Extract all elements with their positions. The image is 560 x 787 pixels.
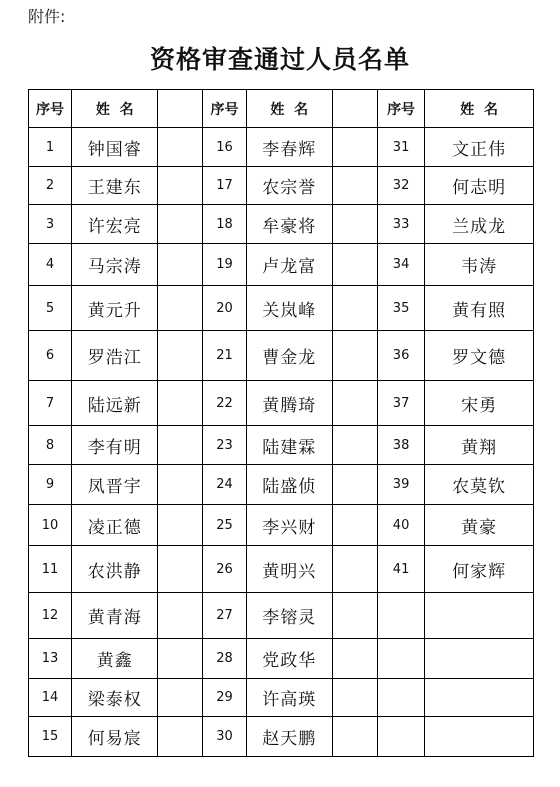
gap-cell — [158, 90, 203, 128]
person-name: 马宗涛 — [72, 244, 158, 286]
row-number: 17 — [203, 167, 246, 205]
person-name: 凌正德 — [72, 505, 158, 546]
gap-cell — [158, 244, 203, 286]
row-number: 2 — [29, 167, 72, 205]
person-name: 陆盛侦 — [246, 465, 332, 505]
row-number: 8 — [29, 426, 72, 465]
person-name: 凤晋宇 — [72, 465, 158, 505]
gap-cell — [158, 167, 203, 205]
table-row — [29, 286, 534, 331]
person-name: 王建东 — [72, 167, 158, 205]
person-name: 许宏亮 — [72, 205, 158, 244]
row-number: 15 — [29, 717, 72, 757]
row-number: 21 — [203, 331, 246, 381]
row-number: 33 — [377, 205, 424, 244]
table-row — [29, 205, 534, 244]
row-number: 30 — [203, 717, 246, 757]
person-name: 宋勇 — [425, 381, 534, 426]
gap-cell — [332, 593, 377, 639]
row-number: 26 — [203, 546, 246, 593]
person-name: 黄青海 — [72, 593, 158, 639]
table-row — [29, 381, 534, 426]
row-number: 14 — [29, 679, 72, 717]
header-name: 姓 名 — [246, 90, 332, 128]
gap-cell — [332, 331, 377, 381]
person-name: 黄有照 — [425, 286, 534, 331]
table-row — [29, 679, 534, 717]
gap-cell — [332, 286, 377, 331]
person-name: 黄腾琦 — [246, 381, 332, 426]
gap-cell — [158, 465, 203, 505]
gap-cell — [158, 426, 203, 465]
person-name: 牟豪将 — [246, 205, 332, 244]
row-number: 27 — [203, 593, 246, 639]
table-row — [29, 426, 534, 465]
row-number: 32 — [377, 167, 424, 205]
person-name: 黄翔 — [425, 426, 534, 465]
roster-table — [28, 89, 534, 757]
table-row — [29, 546, 534, 593]
row-number: 38 — [377, 426, 424, 465]
row-number: 3 — [29, 205, 72, 244]
person-name — [425, 593, 534, 639]
row-number: 28 — [203, 639, 246, 679]
document-title: 资格审查通过人员名单 — [149, 45, 410, 74]
person-name: 钟国睿 — [72, 128, 158, 167]
roster-body — [29, 90, 534, 757]
person-name: 李春辉 — [246, 128, 332, 167]
person-name: 赵天鹏 — [246, 717, 332, 757]
person-name: 黄元升 — [72, 286, 158, 331]
gap-cell — [158, 331, 203, 381]
gap-cell — [332, 244, 377, 286]
gap-cell — [158, 639, 203, 679]
person-name: 文正伟 — [425, 128, 534, 167]
person-name: 卢龙富 — [246, 244, 332, 286]
gap-cell — [158, 505, 203, 546]
person-name — [425, 679, 534, 717]
person-name: 农宗誉 — [246, 167, 332, 205]
person-name: 罗文德 — [425, 331, 534, 381]
person-name: 关岚峰 — [246, 286, 332, 331]
header-name: 姓 名 — [425, 90, 534, 128]
gap-cell — [158, 286, 203, 331]
row-number: 9 — [29, 465, 72, 505]
header-number: 序号 — [377, 90, 424, 128]
row-number — [377, 639, 424, 679]
person-name: 陆远新 — [72, 381, 158, 426]
table-row — [29, 331, 534, 381]
row-number: 24 — [203, 465, 246, 505]
person-name: 曹金龙 — [246, 331, 332, 381]
row-number: 25 — [203, 505, 246, 546]
header-number: 序号 — [203, 90, 246, 128]
row-number — [377, 593, 424, 639]
gap-cell — [332, 128, 377, 167]
table-row — [29, 244, 534, 286]
gap-cell — [332, 426, 377, 465]
person-name: 韦涛 — [425, 244, 534, 286]
gap-cell — [158, 381, 203, 426]
person-name: 党政华 — [246, 639, 332, 679]
row-number: 36 — [377, 331, 424, 381]
gap-cell — [332, 167, 377, 205]
person-name: 何易宸 — [72, 717, 158, 757]
row-number — [377, 679, 424, 717]
row-number: 31 — [377, 128, 424, 167]
person-name: 黄豪 — [425, 505, 534, 546]
person-name: 何家辉 — [425, 546, 534, 593]
person-name: 梁泰权 — [72, 679, 158, 717]
person-name: 李兴财 — [246, 505, 332, 546]
table-row — [29, 465, 534, 505]
gap-cell — [332, 381, 377, 426]
row-number: 40 — [377, 505, 424, 546]
person-name — [425, 717, 534, 757]
table-row — [29, 717, 534, 757]
gap-cell — [332, 639, 377, 679]
header-name: 姓 名 — [72, 90, 158, 128]
row-number: 35 — [377, 286, 424, 331]
person-name: 农洪静 — [72, 546, 158, 593]
row-number: 20 — [203, 286, 246, 331]
row-number: 4 — [29, 244, 72, 286]
row-number — [377, 717, 424, 757]
row-number: 16 — [203, 128, 246, 167]
row-number: 18 — [203, 205, 246, 244]
gap-cell — [158, 593, 203, 639]
person-name: 兰成龙 — [425, 205, 534, 244]
gap-cell — [332, 205, 377, 244]
row-number: 39 — [377, 465, 424, 505]
row-number: 29 — [203, 679, 246, 717]
row-number: 5 — [29, 286, 72, 331]
table-row — [29, 167, 534, 205]
gap-cell — [332, 717, 377, 757]
person-name: 黄鑫 — [72, 639, 158, 679]
header-number: 序号 — [29, 90, 72, 128]
person-name: 李有明 — [72, 426, 158, 465]
table-row — [29, 593, 534, 639]
row-number: 6 — [29, 331, 72, 381]
gap-cell — [332, 90, 377, 128]
gap-cell — [332, 465, 377, 505]
person-name: 李镕灵 — [246, 593, 332, 639]
row-number: 41 — [377, 546, 424, 593]
gap-cell — [158, 128, 203, 167]
row-number: 37 — [377, 381, 424, 426]
row-number: 10 — [29, 505, 72, 546]
row-number: 13 — [29, 639, 72, 679]
gap-cell — [158, 205, 203, 244]
person-name: 陆建霖 — [246, 426, 332, 465]
person-name — [425, 639, 534, 679]
row-number: 34 — [377, 244, 424, 286]
gap-cell — [332, 505, 377, 546]
person-name: 许高瑛 — [246, 679, 332, 717]
header-row — [29, 90, 534, 128]
gap-cell — [158, 546, 203, 593]
table-row — [29, 639, 534, 679]
row-number: 7 — [29, 381, 72, 426]
gap-cell — [158, 717, 203, 757]
person-name: 黄明兴 — [246, 546, 332, 593]
table-row — [29, 128, 534, 167]
row-number: 23 — [203, 426, 246, 465]
gap-cell — [332, 546, 377, 593]
gap-cell — [158, 679, 203, 717]
gap-cell — [332, 679, 377, 717]
row-number: 19 — [203, 244, 246, 286]
person-name: 农莫钦 — [425, 465, 534, 505]
row-number: 1 — [29, 128, 72, 167]
row-number: 22 — [203, 381, 246, 426]
row-number: 11 — [29, 546, 72, 593]
row-number: 12 — [29, 593, 72, 639]
attachment-label: 附件: — [28, 7, 66, 26]
table-row — [29, 505, 534, 546]
person-name: 何志明 — [425, 167, 534, 205]
person-name: 罗浩江 — [72, 331, 158, 381]
